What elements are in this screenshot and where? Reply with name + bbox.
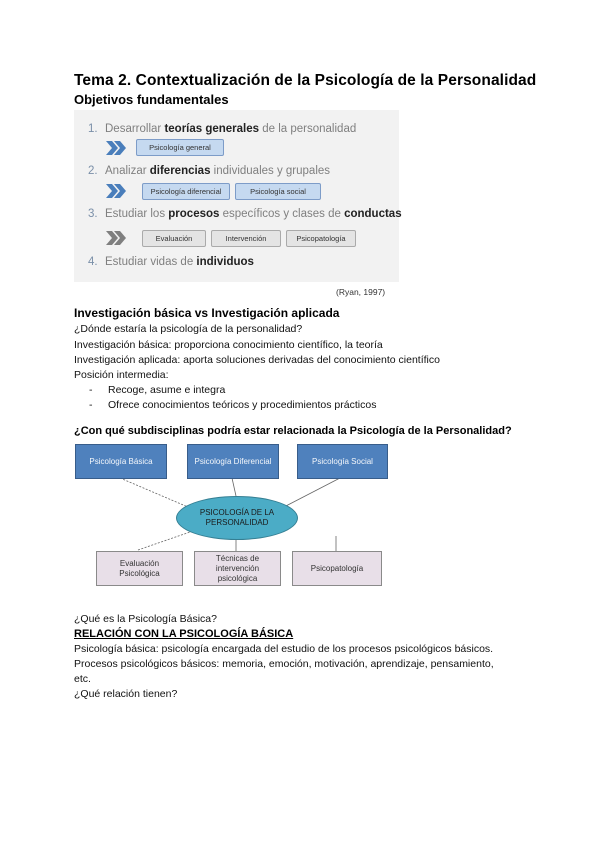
bullet-text: Recoge, asume e integra: [108, 384, 226, 396]
box-psicologia-social: Psicología Social: [297, 444, 388, 479]
tag-psicopatologia: Psicopatología: [286, 230, 356, 247]
tag-psicologia-general: Psicología general: [136, 139, 224, 156]
bullet-text: Ofrece conocimientos teóricos y procedimientos prácticos: [108, 399, 377, 411]
subdisciplinas-heading: ¿Con qué subdisciplinas podría estar relacionada la Psicología de la Personalidad?: [74, 425, 512, 437]
page-title: Tema 2. Contextualización de la Psicología de la Personalidad: [74, 72, 537, 89]
objetivo-3-pre: Estudiar los: [105, 208, 169, 220]
objetivo-3-bold: procesos: [168, 208, 220, 220]
objetivo-1-num: 1.: [88, 123, 98, 135]
basica-question: ¿Qué es la Psicología Básica?: [74, 613, 217, 625]
basica-heading: RELACIÓN CON LA PSICOLOGÍA BÁSICA: [74, 628, 294, 640]
objetivo-1-post: de la personalidad: [259, 123, 357, 135]
objetivos-heading: Objetivos fundamentales: [74, 92, 229, 107]
box-tecnicas-intervencion: [194, 551, 281, 586]
bullet-item: - Recoge, asume e integra: [89, 384, 226, 396]
objetivo-2-pre: Analizar: [105, 165, 150, 177]
objetivo-3-num: 3.: [88, 208, 98, 220]
investigacion-line-4: Posición intermedia:: [74, 369, 169, 381]
tag-psicologia-diferencial: Psicología diferencial: [142, 183, 230, 200]
ellipse-label: PSICOLOGÍA DE LA PERSONALIDAD: [199, 508, 275, 527]
basica-line-1: Psicología básica: psicología encargada del estudio de los procesos psicológicos básicos.: [74, 643, 494, 655]
investigacion-line-3: Investigación aplicada: aporta soluciones derivadas del conocimiento científico: [74, 354, 440, 366]
box-psicologia-diferencial: Psicología Diferencial: [187, 444, 279, 479]
objetivo-1-pre: Desarrollar: [105, 123, 165, 135]
objetivo-3-bold2: conductas: [344, 208, 402, 220]
objetivo-2-num: 2.: [88, 165, 98, 177]
objetivo-2-bold: diferencias: [149, 165, 211, 177]
objetivo-4-num: 4.: [88, 256, 98, 268]
tag-intervencion: Intervención: [211, 230, 281, 247]
investigacion-line-2: Investigación básica: proporciona conocimiento científico, la teoría: [74, 339, 383, 351]
objetivo-3-mid: específicos y clases de: [219, 208, 345, 220]
investigacion-heading: Investigación básica vs Investigación aplicada: [74, 306, 340, 320]
box-psicopatologia: Psicopatología: [292, 551, 382, 586]
objetivo-1-bold: teorías generales: [164, 123, 260, 135]
box-psicologia-basica: Psicología Básica: [75, 444, 167, 479]
tag-psicologia-social: Psicología social: [235, 183, 321, 200]
objetivo-4-pre: Estudiar vidas de: [105, 256, 197, 268]
box-tecnicas-label: Técnicas de intervención psicológica: [215, 553, 260, 583]
tag-evaluacion: Evaluación: [142, 230, 206, 247]
ellipse-psicologia-personalidad: [176, 496, 298, 540]
objetivo-2-post: individuales y grupales: [210, 165, 331, 177]
basica-line-2: Procesos psicológicos básicos: memoria, emoción, motivación, aprendizaje, pensamiento,: [74, 658, 494, 670]
objetivo-4-bold: individuos: [196, 256, 254, 268]
investigacion-line-1: ¿Dónde estaría la psicología de la personalidad?: [74, 323, 303, 335]
basica-line-3: etc.: [74, 673, 91, 685]
citation: (Ryan, 1997): [336, 287, 386, 297]
bullet-item: - Ofrece conocimientos teóricos y procedimientos prácticos: [89, 399, 377, 411]
basica-line-4: ¿Qué relación tienen?: [74, 688, 178, 700]
box-evaluacion-label: Evaluación Psicológica: [119, 558, 160, 578]
box-evaluacion-psicologica: [96, 551, 183, 586]
